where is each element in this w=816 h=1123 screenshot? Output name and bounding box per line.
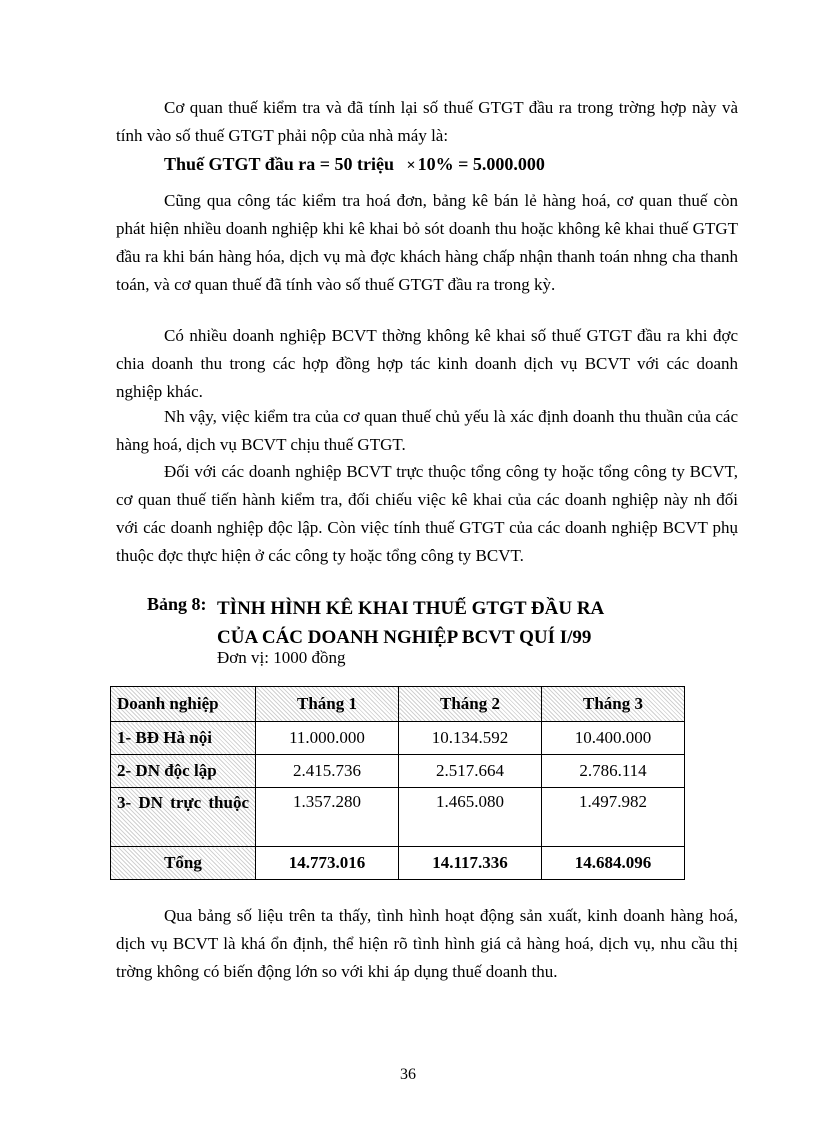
paragraph-6: Qua bảng số liệu trên ta thấy, tình hình hoạt động sản xuất, kinh doanh hàng hoá, dịch vụ BCVT là khá ổn định, thể hiện rõ tình hình giá cả hàng hoá, dịch vụ, nhu cầu thị trờng không có biến động lớn so với khi áp dụng thuế doanh thu. <box>116 906 738 981</box>
row-label: 1- BĐ Hà nội <box>111 722 256 755</box>
paragraph-3: Có nhiều doanh nghiệp BCVT thờng không kê khai số thuế GTGT đầu ra khi đợc chia doanh thu trong các hợp đồng hợp tác kinh doanh dịch vụ BCVT với các doanh nghiệp khác. <box>116 326 738 401</box>
table-row <box>111 722 685 755</box>
paragraph-1: Cơ quan thuế kiểm tra và đã tính lại số thuế GTGT đầu ra trong trờng hợp này và tính vào số thuế GTGT phải nộp của nhà máy là: <box>116 98 738 145</box>
table-row <box>111 788 685 847</box>
table-unit: Đơn vị: 1000 đồng <box>217 648 346 667</box>
table-cell: 1.497.982 <box>542 788 685 847</box>
table-label: Bảng 8: <box>147 594 207 614</box>
data-table <box>110 686 685 880</box>
table-cell: 11.000.000 <box>256 722 399 755</box>
page-number: 36 <box>400 1066 416 1083</box>
table-cell: 10.400.000 <box>542 722 685 755</box>
header-thang-1: Tháng 1 <box>256 687 399 722</box>
table-total-row <box>111 847 685 880</box>
table-cell: 10.134.592 <box>399 722 542 755</box>
total-cell: 14.773.016 <box>256 847 399 880</box>
header-doanh-nghiep: Doanh nghiệp <box>111 687 256 722</box>
formula-left: Thuế GTGT đầu ra = 50 triệu <box>164 154 394 174</box>
paragraph-5: Đối với các doanh nghiệp BCVT trực thuộc tổng công ty hoặc tổng công ty BCVT, cơ quan thuế tiến hành kiểm tra, đối chiếu việc kê khai của các doanh nghiệp này nh đối với các doanh nghiệp độc lập. Còn việc tính thuế GTGT của các doanh nghiệp BCVT phụ thuộc đợc thực hiện ở các công ty hoặc tổng công ty BCVT. <box>116 462 738 565</box>
table-title <box>217 594 604 652</box>
paragraph-2: Cũng qua công tác kiểm tra hoá đơn, bảng kê bán lẻ hàng hoá, cơ quan thuế còn phát hiện nhiều doanh nghiệp khi kê khai bỏ sót doanh thu hoặc không kê khai thuế GTGT đầu ra khi bán hàng hóa, dịch vụ mà đợc khách hàng chấp nhận thanh toán nhng cha thanh toán, và cơ quan thuế đã tính vào số thuế GTGT đầu ra trong kỳ. <box>116 191 738 294</box>
header-thang-3: Tháng 3 <box>542 687 685 722</box>
table-title-line-1: TÌNH HÌNH KÊ KHAI THUẾ GTGT ĐẦU RA <box>217 598 605 619</box>
multiply-symbol: × <box>406 157 416 174</box>
total-cell: 14.684.096 <box>542 847 685 880</box>
row-label: 2- DN độc lập <box>111 755 256 788</box>
table-cell: 2.517.664 <box>399 755 542 788</box>
table-cell: 2.415.736 <box>256 755 399 788</box>
table-row <box>111 755 685 788</box>
table-cell: 1.357.280 <box>256 788 399 847</box>
row-label: 3- DN trực thuộc <box>111 788 256 847</box>
table-header-row <box>111 687 685 722</box>
table-title-line-2: CỦA CÁC DOANH NGHIỆP BCVT QUÍ I/99 <box>217 627 592 648</box>
total-label: Tổng <box>111 847 256 880</box>
paragraph-4: Nh vậy, việc kiểm tra của cơ quan thuế chủ yếu là xác định doanh thu thuần của các hàng hoá, dịch vụ BCVT chịu thuế GTGT. <box>116 407 738 454</box>
header-thang-2: Tháng 2 <box>399 687 542 722</box>
formula-right: 10% = 5.000.000 <box>417 154 545 174</box>
table-cell: 2.786.114 <box>542 755 685 788</box>
formula <box>164 154 545 175</box>
table-cell: 1.465.080 <box>399 788 542 847</box>
total-cell: 14.117.336 <box>399 847 542 880</box>
